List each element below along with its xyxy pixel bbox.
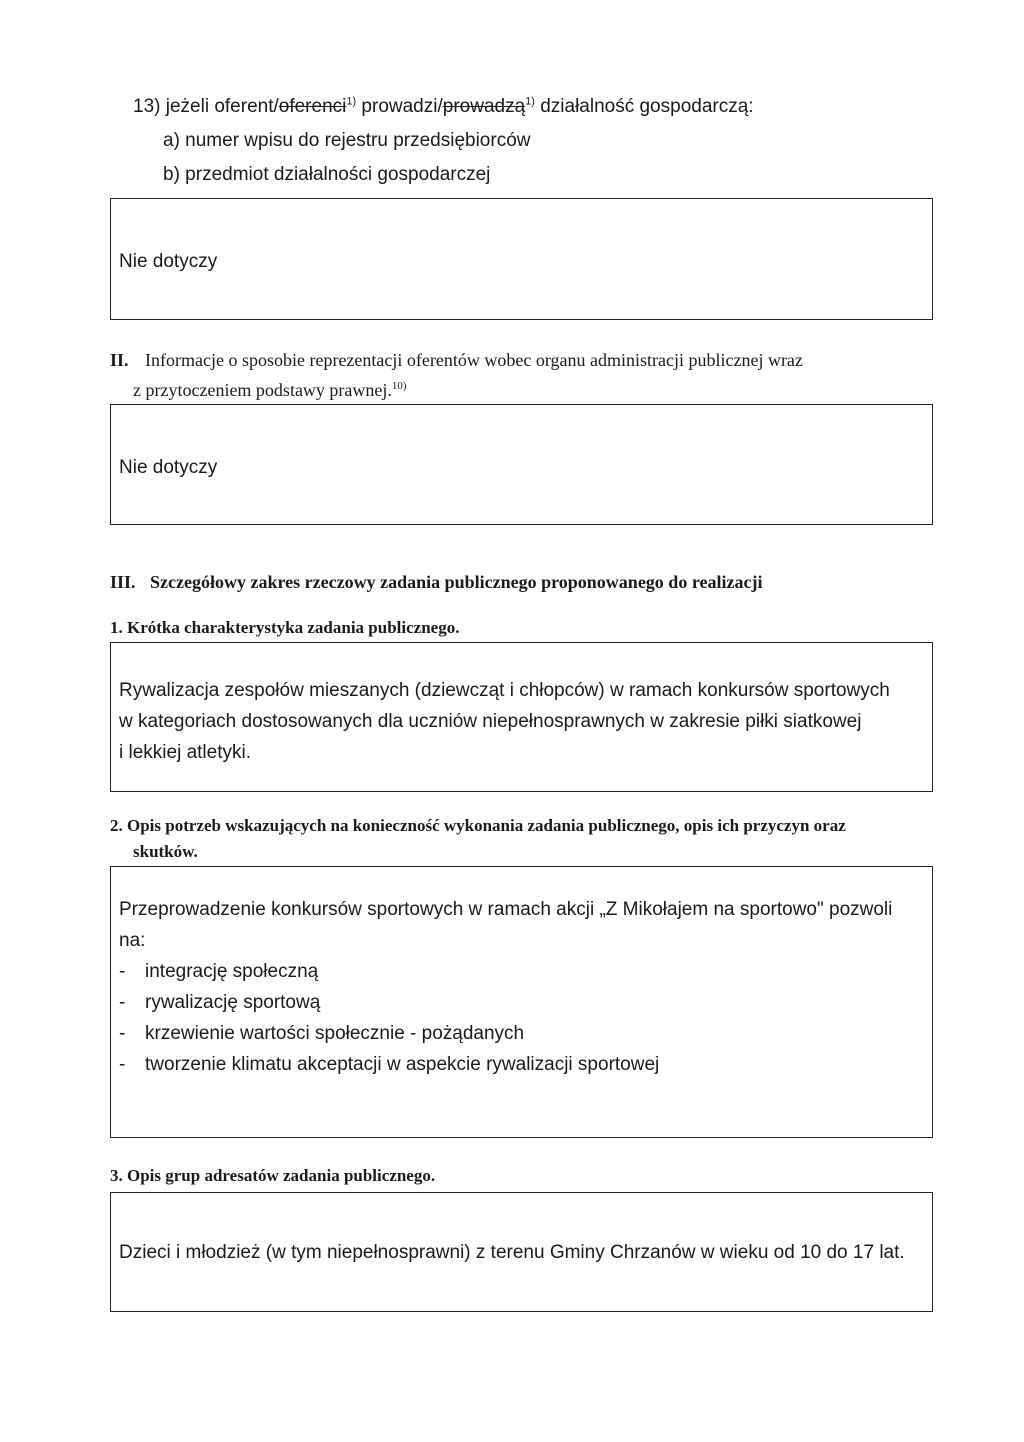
section-iii-title [110, 572, 762, 593]
subsection-3-heading: 3. Opis grup adresatów zadania publicznego. [110, 1166, 436, 1185]
list-item [119, 987, 892, 1018]
list-item-text: tworzenie klimatu akceptacji w aspekcie rywalizacji sportowej [145, 1054, 660, 1075]
box-text: Nie dotyczy [119, 251, 218, 272]
list-item-text: rywalizację sportową [145, 992, 321, 1013]
list-dash: - [119, 992, 126, 1013]
box-paragraph [119, 894, 892, 1080]
section-iii-text: Szczegółowy zakres rzeczowy zadania publicznego proponowanego do realizacji [150, 572, 763, 592]
roman-numeral: III. [110, 572, 136, 592]
list-dash: - [119, 1023, 126, 1044]
needs-description-box [110, 866, 933, 1138]
list-dash: - [119, 1054, 126, 1075]
recipients-box [110, 1192, 933, 1312]
list-item-text: krzewienie wartości społecznie - pożądanych [145, 1023, 525, 1044]
list-item-text: integrację społeczną [145, 961, 319, 982]
heading-text: jeżeli oferent/ [165, 96, 279, 117]
list-dash: - [119, 961, 126, 982]
section-13-heading [133, 96, 754, 118]
roman-numeral: II. [110, 350, 129, 370]
footnote-ref: 1) [525, 95, 535, 108]
task-description-box [110, 642, 933, 792]
list-item [119, 1049, 892, 1080]
business-activity-box [110, 198, 933, 320]
footnote-ref: 10) [391, 380, 407, 392]
struck-text: prowadzą [442, 96, 526, 117]
heading-text: działalność gospodarczą: [534, 96, 754, 117]
section-ii-line2 [133, 380, 407, 401]
box-text: Nie dotyczy [119, 457, 218, 478]
paragraph-line: Rywalizacja zespołów mieszanych (dziewcząt i chłopców) w ramach konkursów sportowych [119, 680, 890, 701]
subsection-1-heading: 1. Krótka charakterystyka zadania publicznego. [110, 618, 460, 637]
sub-item-b: b) przedmiot działalności gospodarczej [163, 164, 491, 185]
box-text: Dzieci i młodzież (w tym niepełnosprawni) z terenu Gminy Chrzanów w wieku od 10 do 17 lat. [119, 1242, 905, 1263]
item-number: 13) [133, 96, 161, 117]
section-ii-line1 [110, 350, 803, 371]
struck-text: oferenci [278, 96, 347, 117]
sub-item-a: a) numer wpisu do rejestru przedsiębiorców [163, 130, 531, 151]
representation-box [110, 404, 933, 525]
list-item [119, 1018, 892, 1049]
box-paragraph [119, 675, 890, 768]
section-ii-text: z przytoczeniem podstawy prawnej. [133, 380, 392, 400]
paragraph-line: i lekkiej atletyki. [119, 742, 251, 763]
section-ii-text: Informacje o sposobie reprezentacji oferentów wobec organu administracji publicznej wraz [145, 350, 803, 370]
list-item [119, 956, 892, 987]
footnote-ref: 1) [346, 95, 357, 108]
paragraph-line: Przeprowadzenie konkursów sportowych w ramach akcji „Z Mikołajem na sportowo" pozwoli [119, 899, 893, 920]
paragraph-line: w kategoriach dostosowanych dla uczniów niepełnosprawnych w zakresie piłki siatkowej [119, 711, 862, 732]
paragraph-line: na: [119, 930, 146, 951]
subsection-2-heading-line1: 2. Opis potrzeb wskazujących na konieczność wykonania zadania publicznego, opis ich przyczyn oraz [110, 816, 846, 835]
heading-text: prowadzi/ [356, 96, 443, 117]
subsection-2-heading-line2: skutków. [133, 842, 198, 861]
